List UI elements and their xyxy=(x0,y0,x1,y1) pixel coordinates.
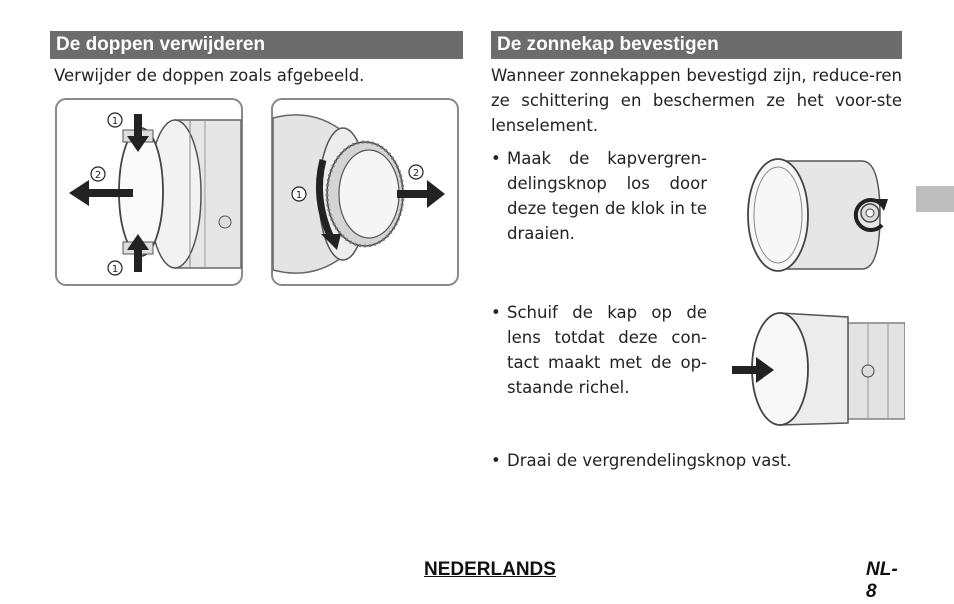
figure-remove-front-cap xyxy=(55,98,243,286)
bullet-marker: • xyxy=(491,149,501,168)
bullet-text: Maak de kapvergren-delingsknop los door deze tegen de klok in te draaien. xyxy=(507,149,707,243)
svg-text:2: 2 xyxy=(412,168,420,179)
chapter-tab xyxy=(916,186,954,212)
attach-hood-intro: Wanneer zonnekappen bevestigd zijn, reduce-ren ze schittering en beschermen ze het voor-ste lenselement. xyxy=(491,66,902,135)
figure-hood-lock-knob xyxy=(740,155,905,280)
section-header-attach-hood: De zonnekap bevestigen xyxy=(491,31,902,59)
footer-language: NEDERLANDS xyxy=(424,559,556,580)
page-number: NL-8 xyxy=(866,559,898,602)
figure-remove-rear-cap xyxy=(271,98,459,286)
bullet-text: Draai de vergrendelingsknop vast. xyxy=(507,451,792,470)
svg-text:1: 1 xyxy=(295,190,303,201)
svg-text:1: 1 xyxy=(111,116,119,127)
bullet-marker: • xyxy=(491,451,501,470)
svg-text:2: 2 xyxy=(94,170,102,181)
bullet-text: Schuif de kap op de lens totdat deze con-tact maakt met de op-staande richel. xyxy=(507,303,707,397)
callout-number-icon xyxy=(292,187,306,201)
figure-slide-hood-on-lens xyxy=(728,305,905,430)
bullet-marker: • xyxy=(491,303,501,322)
section-header-remove-caps: De doppen verwijderen xyxy=(50,31,463,59)
callout-number-icon xyxy=(108,261,122,275)
callout-number-icon xyxy=(91,167,105,181)
svg-text:1: 1 xyxy=(111,264,119,275)
callout-number-icon xyxy=(409,165,423,179)
remove-caps-intro: Verwijder de doppen zoals afgebeeld. xyxy=(54,66,365,85)
callout-number-icon xyxy=(108,113,122,127)
